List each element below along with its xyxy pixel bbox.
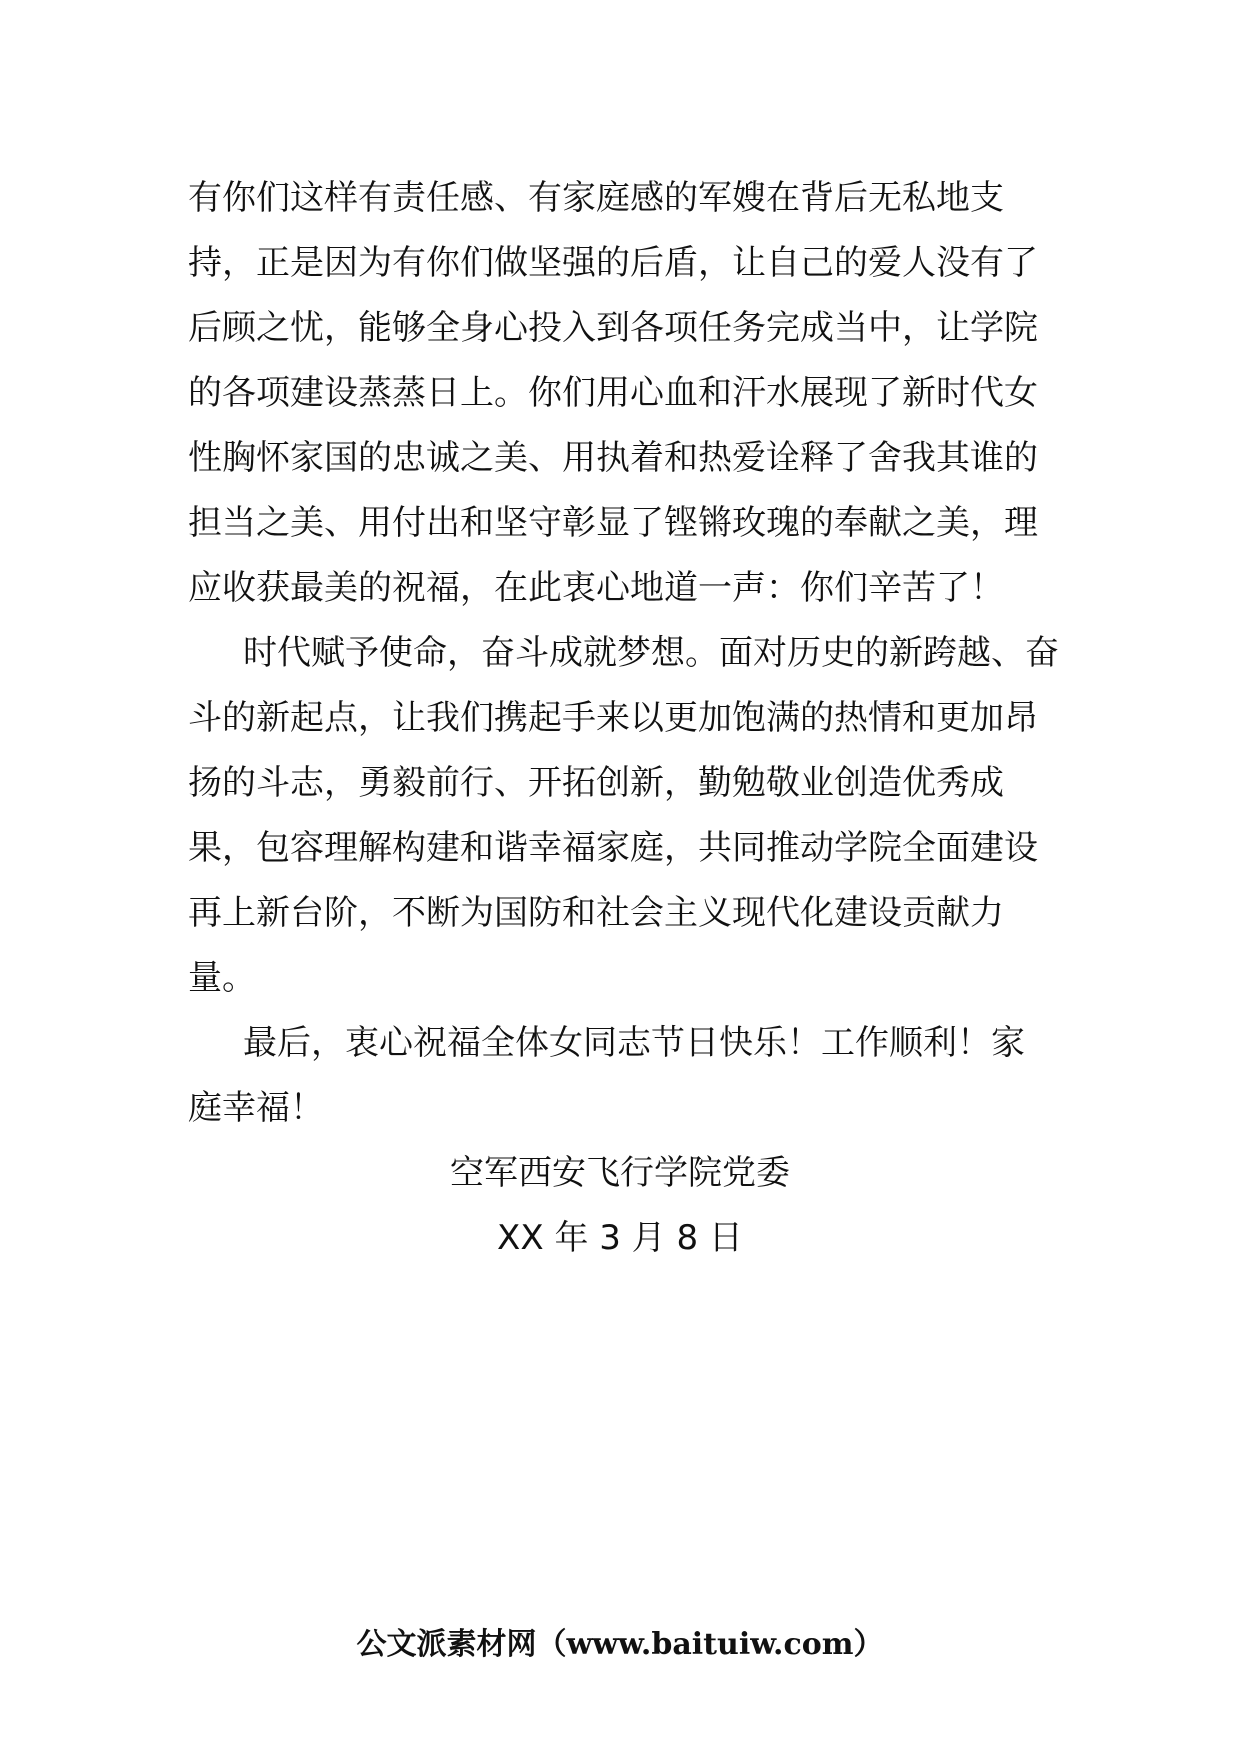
- body-line: 后顾之忧，能够全身心投入到各项任务完成当中，让学院: [188, 308, 1038, 348]
- body-line-paragraph-start: 时代赋予使命，奋斗成就梦想。面对历史的新跨越、奋: [243, 633, 1059, 673]
- body-line: 应收获最美的祝福，在此衷心地道一声：你们辛苦了！: [188, 568, 1004, 608]
- body-line-paragraph-start: 最后，衷心祝福全体女同志节日快乐！工作顺利！家: [243, 1023, 1025, 1063]
- body-line: 斗的新起点，让我们携起手来以更加饱满的热情和更加昂: [188, 698, 1038, 738]
- body-line: 有你们这样有责任感、有家庭感的军嫂在背后无私地支: [188, 178, 1004, 218]
- body-line: 扬的斗志，勇毅前行、开拓创新，勤勉敬业创造优秀成: [188, 763, 1004, 803]
- body-line: 果，包容理解构建和谐幸福家庭，共同推动学院全面建设: [188, 828, 1038, 868]
- body-line: 量。: [188, 958, 256, 998]
- signature-date: XX 年 3 月 8 日: [497, 1218, 743, 1258]
- signature-org: 空军西安飞行学院党委: [450, 1153, 790, 1193]
- body-line: 庭幸福！: [188, 1088, 324, 1128]
- body-line: 再上新台阶，不断为国防和社会主义现代化建设贡献力: [188, 893, 1004, 933]
- body-line: 的各项建设蒸蒸日上。你们用心血和汗水展现了新时代女: [188, 373, 1038, 413]
- footer-watermark: 公文派素材网（www.baituiw.com）: [356, 1627, 884, 1662]
- body-line: 持，正是因为有你们做坚强的后盾，让自己的爱人没有了: [188, 243, 1038, 283]
- body-line: 性胸怀家国的忠诚之美、用执着和热爱诠释了舍我其谁的: [188, 438, 1038, 478]
- body-line: 担当之美、用付出和坚守彰显了铿锵玫瑰的奉献之美，理: [188, 503, 1038, 543]
